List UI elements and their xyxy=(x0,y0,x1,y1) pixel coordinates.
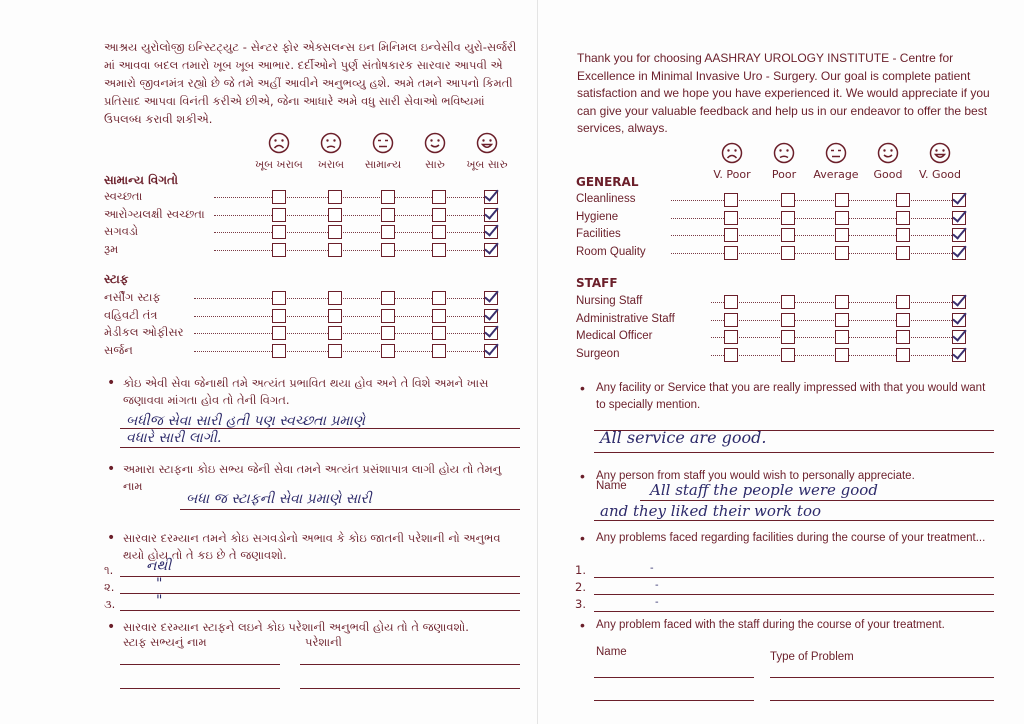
rating-checkbox[interactable] xyxy=(896,348,910,362)
neutral-face-icon xyxy=(372,132,394,154)
rating-checkbox[interactable] xyxy=(781,246,795,260)
face-average xyxy=(357,132,409,172)
dotted-leader xyxy=(194,316,498,317)
rating-checkbox[interactable] xyxy=(484,326,498,340)
face-good xyxy=(862,142,914,181)
gujarati-answer-1-line-1[interactable]: બધીજ સેવા સારી હતી પણ સ્વચ્છતા પ્રમાણે xyxy=(126,413,365,429)
gujarati-question-2: • અમારા સ્ટાફના કોઇ સભ્ય જેની સેવા તમને અત્યંત પ્રસંશાપાત્ર લાગી હોય તો તેમનુ નામ xyxy=(123,461,523,495)
gujarati-answer-3-2[interactable]: " xyxy=(156,576,163,592)
rating-checkbox[interactable] xyxy=(328,208,342,222)
rating-row xyxy=(104,307,524,324)
answer-line xyxy=(120,688,280,689)
answer-line xyxy=(594,577,994,578)
rating-checkbox[interactable] xyxy=(952,330,966,344)
answer-line xyxy=(594,594,994,595)
rating-checkbox[interactable] xyxy=(952,348,966,362)
english-list-number: 2. xyxy=(575,580,586,594)
rating-checkbox[interactable] xyxy=(724,295,738,309)
rating-checkbox[interactable] xyxy=(952,211,966,225)
answer-line xyxy=(594,520,994,521)
scale-label: સારુ xyxy=(425,158,445,171)
rating-checkbox[interactable] xyxy=(381,344,395,358)
rating-checkbox[interactable] xyxy=(484,225,498,239)
gujarati-general-title: સામાન્ય વિગતો xyxy=(104,173,178,187)
very-sad-face-icon xyxy=(721,142,743,164)
face-poor xyxy=(758,142,810,181)
big-smile-face-icon xyxy=(929,142,951,164)
rating-row xyxy=(576,244,996,261)
english-answer-3-3[interactable]: - xyxy=(655,597,659,608)
face-very-good xyxy=(914,142,966,181)
rating-checkbox[interactable] xyxy=(328,225,342,239)
rating-checkbox[interactable] xyxy=(896,193,910,207)
rating-checkbox[interactable] xyxy=(896,313,910,327)
english-question-1: • Any facility or Service that you are really impressed with that you would want to specially mention. xyxy=(596,380,996,414)
english-question-4: • Any problem faced with the staff during the course of your treatment. xyxy=(596,617,996,634)
rating-checkbox[interactable] xyxy=(724,246,738,260)
gujarati-question-1: • કોઇ એવી સેવા જેનાથી તમે અત્યંત પ્રભાવિત થયા હોવ અને તે વિશે અમને ખાસ જણાવવા માંગતા હોવ તો તેની વિગત. xyxy=(123,375,523,409)
rating-row xyxy=(104,206,524,223)
rating-row xyxy=(576,209,996,226)
rating-checkbox[interactable] xyxy=(432,326,446,340)
rating-checkbox[interactable] xyxy=(724,193,738,207)
scale-label: સામાન્ય xyxy=(364,158,402,171)
answer-line xyxy=(120,593,520,594)
rating-checkbox[interactable] xyxy=(328,243,342,257)
rating-label: Hygiene xyxy=(576,210,619,223)
rating-label: મેડીકલ ઓફીસર xyxy=(104,325,184,339)
face-poor xyxy=(305,132,357,172)
rating-checkbox[interactable] xyxy=(272,243,286,257)
english-list-number: 3. xyxy=(575,597,586,611)
english-question-2: • Any person from staff you would wish to personally appreciate. xyxy=(596,468,996,485)
rating-label: વહિવટી તંત્ર xyxy=(104,307,158,322)
rating-checkbox[interactable] xyxy=(484,208,498,222)
rating-checkbox[interactable] xyxy=(432,291,446,305)
rating-checkbox[interactable] xyxy=(952,228,966,242)
rating-checkbox[interactable] xyxy=(952,193,966,207)
answer-line xyxy=(594,452,994,453)
answer-line xyxy=(180,509,520,510)
english-answer-3-1[interactable]: - xyxy=(650,563,654,574)
english-answer-3-2[interactable]: - xyxy=(655,580,659,591)
rating-checkbox[interactable] xyxy=(381,225,395,239)
english-answer-1[interactable]: All service are good. xyxy=(600,428,767,447)
rating-checkbox[interactable] xyxy=(381,190,395,204)
scale-label: Average xyxy=(813,168,859,181)
dotted-leader xyxy=(214,197,498,198)
answer-line xyxy=(770,677,994,678)
rating-checkbox[interactable] xyxy=(484,291,498,305)
rating-checkbox[interactable] xyxy=(328,309,342,323)
rating-checkbox[interactable] xyxy=(432,225,446,239)
answer-line xyxy=(120,664,280,665)
gujarati-list-number: ૩. xyxy=(104,597,116,611)
rating-row xyxy=(576,191,996,208)
big-smile-face-icon xyxy=(476,132,498,154)
rating-label: Room Quality xyxy=(576,245,646,258)
english-rating-scale xyxy=(706,142,966,181)
rating-checkbox[interactable] xyxy=(896,228,910,242)
rating-checkbox[interactable] xyxy=(896,211,910,225)
rating-checkbox[interactable] xyxy=(484,309,498,323)
rating-checkbox[interactable] xyxy=(724,330,738,344)
rating-checkbox[interactable] xyxy=(781,295,795,309)
english-answer-2-line-1[interactable]: All staff the people were good xyxy=(650,481,878,499)
rating-checkbox[interactable] xyxy=(835,193,849,207)
answer-line xyxy=(120,576,520,577)
face-average xyxy=(810,142,862,181)
rating-checkbox[interactable] xyxy=(835,211,849,225)
rating-checkbox[interactable] xyxy=(432,309,446,323)
rating-checkbox[interactable] xyxy=(835,313,849,327)
rating-checkbox[interactable] xyxy=(328,291,342,305)
english-name-label: Name xyxy=(596,480,627,492)
english-staff-name-label: Name xyxy=(596,646,627,658)
answer-line xyxy=(300,688,520,689)
scale-label: Good xyxy=(873,168,903,181)
rating-row xyxy=(104,223,524,240)
rating-checkbox[interactable] xyxy=(781,330,795,344)
rating-checkbox[interactable] xyxy=(896,330,910,344)
rating-label: Facilities xyxy=(576,228,621,240)
answer-line xyxy=(120,428,520,429)
rating-checkbox[interactable] xyxy=(952,313,966,327)
dotted-leader xyxy=(214,232,498,233)
answer-line xyxy=(120,610,520,611)
face-very-poor xyxy=(253,132,305,172)
rating-checkbox[interactable] xyxy=(835,246,849,260)
gujarati-staff-title: સ્ટાફ xyxy=(104,272,129,286)
rating-checkbox[interactable] xyxy=(724,211,738,225)
rating-checkbox[interactable] xyxy=(272,291,286,305)
rating-checkbox[interactable] xyxy=(835,330,849,344)
rating-checkbox[interactable] xyxy=(432,190,446,204)
rating-checkbox[interactable] xyxy=(952,295,966,309)
gujarati-list-number: ૧. xyxy=(104,563,114,577)
gujarati-answer-3-3[interactable]: " xyxy=(156,593,163,609)
rating-label: Administrative Staff xyxy=(576,312,675,325)
face-very-good xyxy=(461,132,513,172)
rating-checkbox[interactable] xyxy=(484,344,498,358)
rating-label: સગવડો xyxy=(104,224,139,238)
dotted-leader xyxy=(671,253,966,254)
rating-checkbox[interactable] xyxy=(835,295,849,309)
rating-row xyxy=(576,311,996,328)
smile-face-icon xyxy=(877,142,899,164)
scale-label: Poor xyxy=(771,168,797,181)
rating-label: Cleanliness xyxy=(576,193,636,205)
scale-label: ખૂબ સારુ xyxy=(466,158,508,171)
rating-checkbox[interactable] xyxy=(272,309,286,323)
rating-row xyxy=(576,293,996,310)
answer-line xyxy=(594,700,754,701)
gujarati-question-3: • સારવાર દરમ્યાન તમને કોઇ સગવડોનો અભાવ કે કોઇ જાતની પરેશાની નો અનુભવ થયો હોય તો તે કઇ છે તે જણાવશો. xyxy=(123,530,523,564)
rating-checkbox[interactable] xyxy=(381,291,395,305)
rating-row xyxy=(576,226,996,243)
dotted-leader xyxy=(671,218,966,219)
rating-checkbox[interactable] xyxy=(381,326,395,340)
rating-checkbox[interactable] xyxy=(781,211,795,225)
rating-checkbox[interactable] xyxy=(272,225,286,239)
sad-face-icon xyxy=(773,142,795,164)
face-very-poor xyxy=(706,142,758,181)
rating-checkbox[interactable] xyxy=(432,344,446,358)
dotted-leader xyxy=(194,298,498,299)
rating-checkbox[interactable] xyxy=(781,193,795,207)
scale-label: V. Poor xyxy=(713,168,751,181)
rating-checkbox[interactable] xyxy=(724,228,738,242)
answer-line xyxy=(300,664,520,665)
answer-line xyxy=(640,500,994,501)
dotted-leader xyxy=(671,200,966,201)
rating-checkbox[interactable] xyxy=(781,313,795,327)
answer-line xyxy=(594,677,754,678)
dotted-leader xyxy=(214,250,498,251)
rating-checkbox[interactable] xyxy=(328,326,342,340)
rating-label: Nursing Staff xyxy=(576,295,643,307)
rating-label: આરોગ્યલક્ષી સ્વચ્છતા xyxy=(104,206,205,221)
rating-row xyxy=(104,188,524,205)
rating-checkbox[interactable] xyxy=(781,228,795,242)
rating-checkbox[interactable] xyxy=(835,228,849,242)
answer-line xyxy=(120,447,520,448)
gujarati-answer-3-1[interactable]: નથી xyxy=(146,558,172,574)
rating-checkbox[interactable] xyxy=(952,246,966,260)
english-intro: Thank you for choosing AASHRAY UROLOGY INSTITUTE - Centre for Excellence in Minimal Invasive Uro - Surgery. Our goal is complete patient satisfaction and we hope you have experienced it. We would appreciate if you can give your valuable feedback and help us in our endeavor to offer the best services, always. xyxy=(577,51,990,135)
rating-checkbox[interactable] xyxy=(272,208,286,222)
gujarati-rating-scale xyxy=(253,132,513,172)
rating-label: સર્જન xyxy=(104,342,133,357)
rating-label: Medical Officer xyxy=(576,330,653,342)
rating-row xyxy=(104,241,524,258)
face-good xyxy=(409,132,461,172)
rating-row xyxy=(104,324,524,341)
smile-face-icon xyxy=(424,132,446,154)
rating-checkbox[interactable] xyxy=(272,190,286,204)
gujarati-problem-label: પરેશાની xyxy=(305,635,342,649)
english-answer-2-line-2[interactable]: and they liked their work too xyxy=(600,502,822,520)
dotted-leader xyxy=(194,333,498,334)
rating-checkbox[interactable] xyxy=(272,326,286,340)
english-question-3: • Any problems faced regarding facilities during the course of your treatment... xyxy=(596,530,996,547)
rating-checkbox[interactable] xyxy=(484,243,498,257)
dotted-leader xyxy=(671,235,966,236)
rating-label: Surgeon xyxy=(576,347,620,360)
english-list-number: 1. xyxy=(575,563,586,577)
gujarati-staff-name-label: સ્ટાફ સભ્યનું નામ xyxy=(123,635,207,649)
rating-checkbox[interactable] xyxy=(272,344,286,358)
rating-checkbox[interactable] xyxy=(328,190,342,204)
page-fold xyxy=(537,0,538,724)
rating-checkbox[interactable] xyxy=(432,243,446,257)
rating-label: નર્સીંગ સ્ટાફ xyxy=(104,290,161,304)
gujarati-answer-2[interactable]: બધા જ સ્ટાફની સેવા પ્રમાણે સારી xyxy=(186,491,372,507)
rating-row xyxy=(576,346,996,363)
answer-line xyxy=(594,430,994,431)
rating-row xyxy=(576,328,996,345)
rating-checkbox[interactable] xyxy=(432,208,446,222)
very-sad-face-icon xyxy=(268,132,290,154)
answer-line xyxy=(594,611,994,612)
rating-checkbox[interactable] xyxy=(724,313,738,327)
rating-checkbox[interactable] xyxy=(381,243,395,257)
neutral-face-icon xyxy=(825,142,847,164)
rating-checkbox[interactable] xyxy=(781,348,795,362)
rating-checkbox[interactable] xyxy=(381,309,395,323)
rating-label: રૂમ xyxy=(104,241,119,256)
rating-row xyxy=(104,342,524,359)
answer-line xyxy=(770,700,994,701)
rating-label: સ્વચ્છતા xyxy=(104,189,143,203)
gujarati-list-number: ૨. xyxy=(104,580,115,594)
rating-checkbox[interactable] xyxy=(896,295,910,309)
rating-checkbox[interactable] xyxy=(896,246,910,260)
gujarati-intro: આશ્રય યુરોલોજી ઇન્સ્ટિટ્યુટ - સેન્ટર ફોર એક્સલન્સ ઇન મિનિમલ ઇન્વેસીવ યુરો-સર્જરી માં આવવા બદલ તમારો ખૂબ ખૂબ આભાર. દર્દીઓને પુર્ણ સંતોષકારક સારવાર આપવી એ અમારો જીવનમંત્ર રહ્યો છે જે તમે અહીં આવીને અનુભવ્યુ હશે. અમે તમને આપનો કિમતી પ્રતિસાદ આપવા વિનંતી કરીએ છીએ, જેના આધારે અમે વધુ સારી સેવાઓ ભવિષ્યમાં ઉપલબ્ધ કરાવી શકીએ. xyxy=(104,40,517,126)
rating-checkbox[interactable] xyxy=(328,344,342,358)
rating-row xyxy=(104,289,524,306)
dotted-leader xyxy=(214,215,498,216)
scale-label: ખરાબ xyxy=(317,158,345,171)
dotted-leader xyxy=(194,351,498,352)
gujarati-answer-1-line-2[interactable]: વધારે સારી લાગી. xyxy=(126,430,222,446)
gujarati-question-4: • સારવાર દરમ્યાન સ્ટાફને લઇને કોઇ પરેશાની અનુભવી હોય તો તે જણાવશો. xyxy=(123,619,523,636)
rating-checkbox[interactable] xyxy=(724,348,738,362)
english-staff-title: STAFF xyxy=(576,276,618,290)
rating-checkbox[interactable] xyxy=(835,348,849,362)
sad-face-icon xyxy=(320,132,342,154)
english-problem-type-label: Type of Problem xyxy=(770,651,854,663)
scale-label: ખૂબ ખરાબ xyxy=(255,158,303,171)
english-general-title: GENERAL xyxy=(576,175,639,189)
rating-checkbox[interactable] xyxy=(381,208,395,222)
scale-label: V. Good xyxy=(918,168,962,181)
rating-checkbox[interactable] xyxy=(484,190,498,204)
